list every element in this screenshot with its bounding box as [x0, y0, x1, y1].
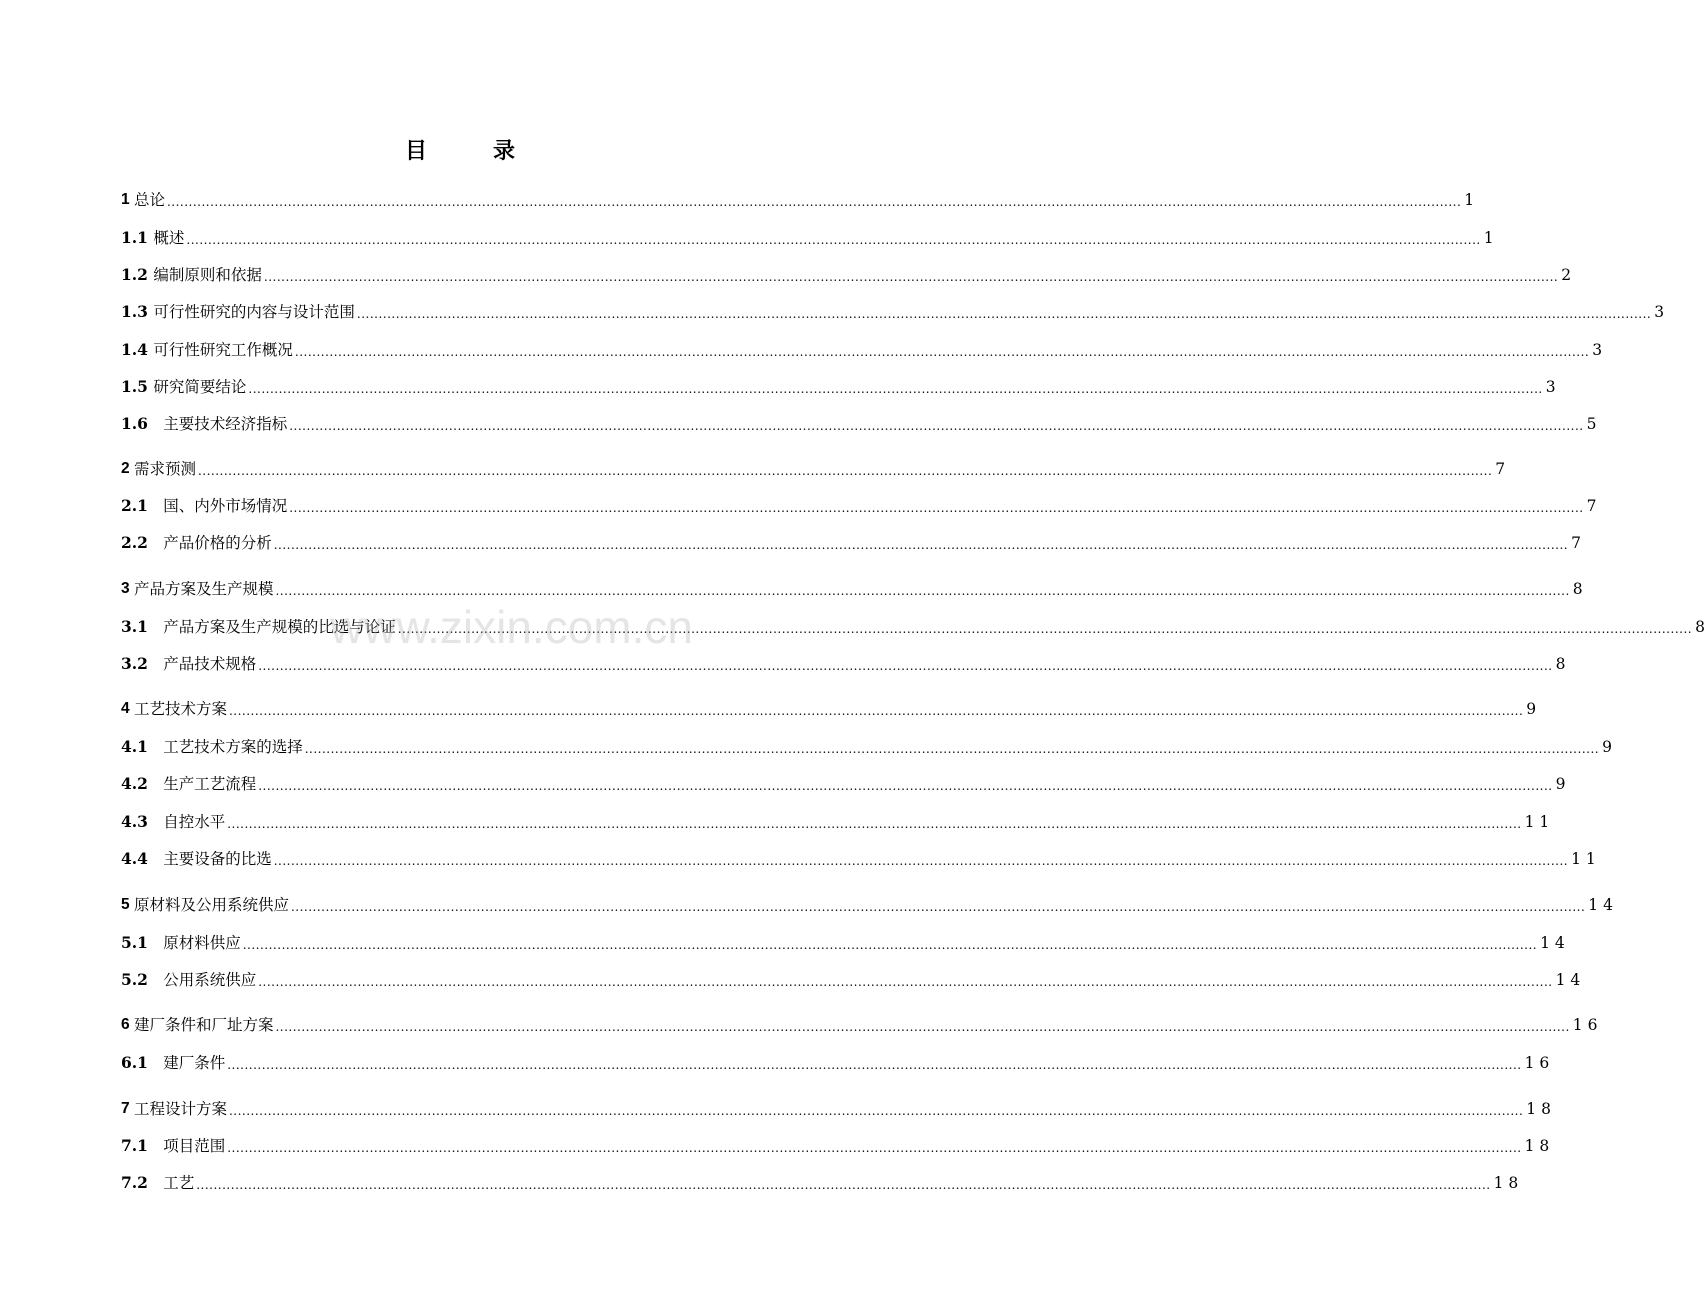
toc-leader-dots: ............................................................................................................................................................................................................................................................................................................ [304, 742, 1600, 756]
toc-entry-page: 3 [1545, 378, 1556, 396]
toc-chapter-entry[interactable] [121, 186, 1475, 210]
toc-entry-number: 6.1 [121, 1053, 154, 1072]
toc-leader-dots: ............................................................................................................................................................................................................................................................................................................ [258, 975, 1553, 989]
toc-entry-page: 8 [1572, 580, 1583, 598]
toc-entry-title: 总论 [133, 191, 165, 209]
toc-entry-page: 9 [1555, 775, 1566, 793]
toc-leader-dots: ............................................................................................................................................................................................................................................................................................................ [356, 307, 1652, 321]
toc-entry-title: 可行性研究的内容与设计范围 [153, 303, 355, 321]
toc-entry-title: 需求预测 [133, 460, 196, 478]
toc-entry-title: 项目范围 [153, 1137, 226, 1155]
toc-entry-page: 1 6 [1572, 1016, 1598, 1034]
toc-entry-number: 7.2 [121, 1173, 154, 1192]
toc-section-entry[interactable] [121, 650, 1566, 674]
toc-entry-number: 1.4 [121, 340, 154, 359]
toc-entry-number: 1.3 [121, 302, 154, 321]
toc-entry-number: 1.1 [121, 228, 154, 247]
toc-entry-number: 4.2 [121, 774, 154, 793]
toc-section-entry[interactable] [121, 1132, 1550, 1156]
toc-section-entry[interactable] [121, 966, 1581, 990]
toc-entry-page: 1 6 [1524, 1054, 1550, 1072]
toc-leader-dots: ............................................................................................................................................................................................................................................................................................................ [273, 854, 1569, 868]
toc-section-entry[interactable] [121, 808, 1550, 832]
toc-entry-number: 3 [121, 580, 134, 597]
toc-entry-page: 3 [1592, 341, 1603, 359]
toc-entry-title: 建厂条件 [153, 1054, 226, 1072]
toc-entry-page: 5 [1586, 415, 1597, 433]
toc-leader-dots: ............................................................................................................................................................................................................................................................................................................ [248, 382, 1543, 396]
toc-entry-title: 国、内外市场情况 [153, 497, 288, 515]
toc-leader-dots: ............................................................................................................................................................................................................................................................................................................ [273, 538, 1569, 552]
toc-leader-dots: ............................................................................................................................................................................................................................................................................................................ [227, 817, 1522, 831]
toc-entry-number: 3.1 [121, 617, 154, 636]
toc-entry-page: 1 4 [1540, 934, 1565, 952]
toc-section-entry[interactable] [121, 410, 1597, 434]
toc-entry-page: 1 [1483, 229, 1494, 247]
toc-entry-number: 4 [121, 700, 134, 717]
toc-chapter-entry[interactable] [121, 695, 1537, 719]
watermark: www.zixin.com.cn [330, 601, 693, 653]
toc-leader-dots: ............................................................................................................................................................................................................................................................................................................ [242, 938, 1538, 952]
toc-leader-dots: ............................................................................................................................................................................................................................................................................................................ [290, 900, 1586, 914]
toc-entry-number: 6 [121, 1016, 134, 1033]
toc-section-entry[interactable] [121, 845, 1596, 869]
toc-entry-page: 9 [1602, 738, 1612, 756]
toc-leader-dots: ............................................................................................................................................................................................................................................................................................................ [166, 195, 1462, 209]
toc-entry-number: 2 [121, 460, 134, 477]
toc-entry-title: 原材料及公用系统供应 [133, 896, 289, 914]
toc-chapter-entry[interactable] [121, 891, 1613, 915]
toc-section-entry[interactable] [121, 1169, 1519, 1193]
toc-leader-dots: ............................................................................................................................................................................................................................................................................................................ [275, 1020, 1570, 1034]
toc-leader-dots: ............................................................................................................................................................................................................................................................................................................ [258, 659, 1553, 673]
toc-entry-title: 产品方案及生产规模 [133, 580, 274, 598]
toc-entry-number: 4.3 [121, 812, 154, 831]
toc-entry-number: 1.6 [121, 414, 154, 433]
toc-chapter-entry[interactable] [121, 1095, 1551, 1119]
toc-entry-title: 产品技术规格 [153, 655, 257, 673]
toc-leader-dots: ............................................................................................................................................................................................................................................................................................................ [228, 1104, 1524, 1118]
toc-leader-dots: ............................................................................................................................................................................................................................................................................................................ [186, 233, 1481, 247]
toc-entry-page: 7 [1586, 497, 1597, 515]
toc-entry-page: 1 1 [1571, 850, 1596, 868]
toc-leader-dots: ............................................................................................................................................................................................................................................................................................................ [263, 270, 1559, 284]
toc-entry-title: 工程设计方案 [133, 1100, 227, 1118]
toc-leader-dots: ............................................................................................................................................................................................................................................................................................................ [397, 622, 1693, 636]
toc-section-entry[interactable] [121, 770, 1566, 794]
page-title: 目 录 [404, 138, 537, 164]
toc-section-entry[interactable] [121, 492, 1597, 516]
toc-entry-title: 可行性研究工作概况 [153, 341, 293, 359]
toc-section-entry[interactable] [121, 261, 1572, 285]
toc-leader-dots: ............................................................................................................................................................................................................................................................................................................ [294, 345, 1590, 359]
toc-entry-page: 1 4 [1555, 971, 1581, 989]
toc-leader-dots: ............................................................................................................................................................................................................................................................................................................ [197, 464, 1493, 478]
toc-section-entry[interactable] [121, 929, 1565, 953]
toc-entry-page: 7 [1571, 534, 1581, 552]
toc-entry-page: 1 8 [1524, 1137, 1550, 1155]
toc-leader-dots: ............................................................................................................................................................................................................................................................................................................ [227, 1058, 1522, 1072]
toc-leader-dots: ............................................................................................................................................................................................................................................................................................................ [275, 584, 1570, 598]
toc-entry-title: 主要技术经济指标 [153, 415, 288, 433]
toc-section-entry[interactable] [121, 336, 1603, 360]
toc-leader-dots: ............................................................................................................................................................................................................................................................................................................ [196, 1178, 1491, 1192]
toc-entry-title: 原材料供应 [153, 934, 241, 952]
toc-entry-number: 5.1 [121, 933, 154, 952]
toc-entry-title: 主要设备的比选 [153, 850, 272, 868]
toc-entry-page: 1 8 [1493, 1174, 1519, 1192]
toc-leader-dots: ............................................................................................................................................................................................................................................................................................................ [258, 779, 1553, 793]
toc-section-entry[interactable] [121, 298, 1665, 322]
toc-entry-page: 7 [1495, 460, 1506, 478]
toc-entry-title: 工艺技术方案的选择 [153, 738, 303, 756]
toc-entry-page: 8 [1555, 655, 1566, 673]
toc-entry-page: 1 1 [1524, 813, 1550, 831]
toc-entry-title: 研究简要结论 [153, 378, 247, 396]
toc-section-entry[interactable] [121, 733, 1612, 757]
toc-entry-number: 7.1 [121, 1136, 154, 1155]
toc-entry-number: 1.2 [121, 265, 154, 284]
toc-entry-page: 1 8 [1526, 1100, 1551, 1118]
toc-entry-number: 2.1 [121, 496, 154, 515]
toc-entry-title: 编制原则和依据 [153, 266, 262, 284]
toc-entry-title: 工艺 [153, 1174, 195, 1192]
toc-leader-dots: ............................................................................................................................................................................................................................................................................................................ [228, 704, 1524, 718]
toc-entry-number: 4.1 [121, 737, 154, 756]
toc-entry-title: 概述 [153, 229, 185, 247]
toc-chapter-entry[interactable] [121, 455, 1506, 479]
toc-section-entry[interactable] [121, 224, 1494, 248]
toc-entry-number: 7 [121, 1100, 134, 1117]
toc-entry-number: 4.4 [121, 849, 154, 868]
toc-leader-dots: ............................................................................................................................................................................................................................................................................................................ [289, 501, 1584, 515]
toc-entry-number: 5.2 [121, 970, 154, 989]
toc-section-entry[interactable] [121, 613, 1705, 637]
toc-entry-title: 工艺技术方案 [133, 700, 227, 718]
toc-section-entry[interactable] [121, 1049, 1550, 1073]
toc-entry-page: 3 [1654, 303, 1665, 321]
toc-section-entry[interactable] [121, 529, 1581, 553]
toc-leader-dots: ............................................................................................................................................................................................................................................................................................................ [227, 1141, 1522, 1155]
toc-entry-page: 9 [1526, 700, 1537, 718]
toc-entry-number: 3.2 [121, 654, 154, 673]
toc-chapter-entry[interactable] [121, 575, 1583, 599]
toc-entry-title: 建厂条件和厂址方案 [133, 1016, 274, 1034]
toc-entry-page: 8 [1695, 618, 1705, 636]
toc-entry-title: 公用系统供应 [153, 971, 257, 989]
toc-entry-title: 自控水平 [153, 813, 226, 831]
toc-entry-page: 1 [1464, 191, 1475, 209]
toc-entry-title: 产品价格的分析 [153, 534, 272, 552]
toc-entry-page: 2 [1561, 266, 1572, 284]
toc-entry-page: 1 4 [1588, 896, 1613, 914]
toc-entry-number: 2.2 [121, 533, 154, 552]
toc-section-entry[interactable] [121, 373, 1556, 397]
toc-entry-number: 1.5 [121, 377, 154, 396]
toc-entry-number: 1 [121, 191, 134, 208]
toc-chapter-entry[interactable] [121, 1011, 1598, 1035]
toc-entry-title: 生产工艺流程 [153, 775, 257, 793]
toc-entry-title: 产品方案及生产规模的比选与论证 [153, 618, 396, 636]
toc-leader-dots: ............................................................................................................................................................................................................................................................................................................ [289, 419, 1584, 433]
toc-entry-number: 5 [121, 896, 134, 913]
